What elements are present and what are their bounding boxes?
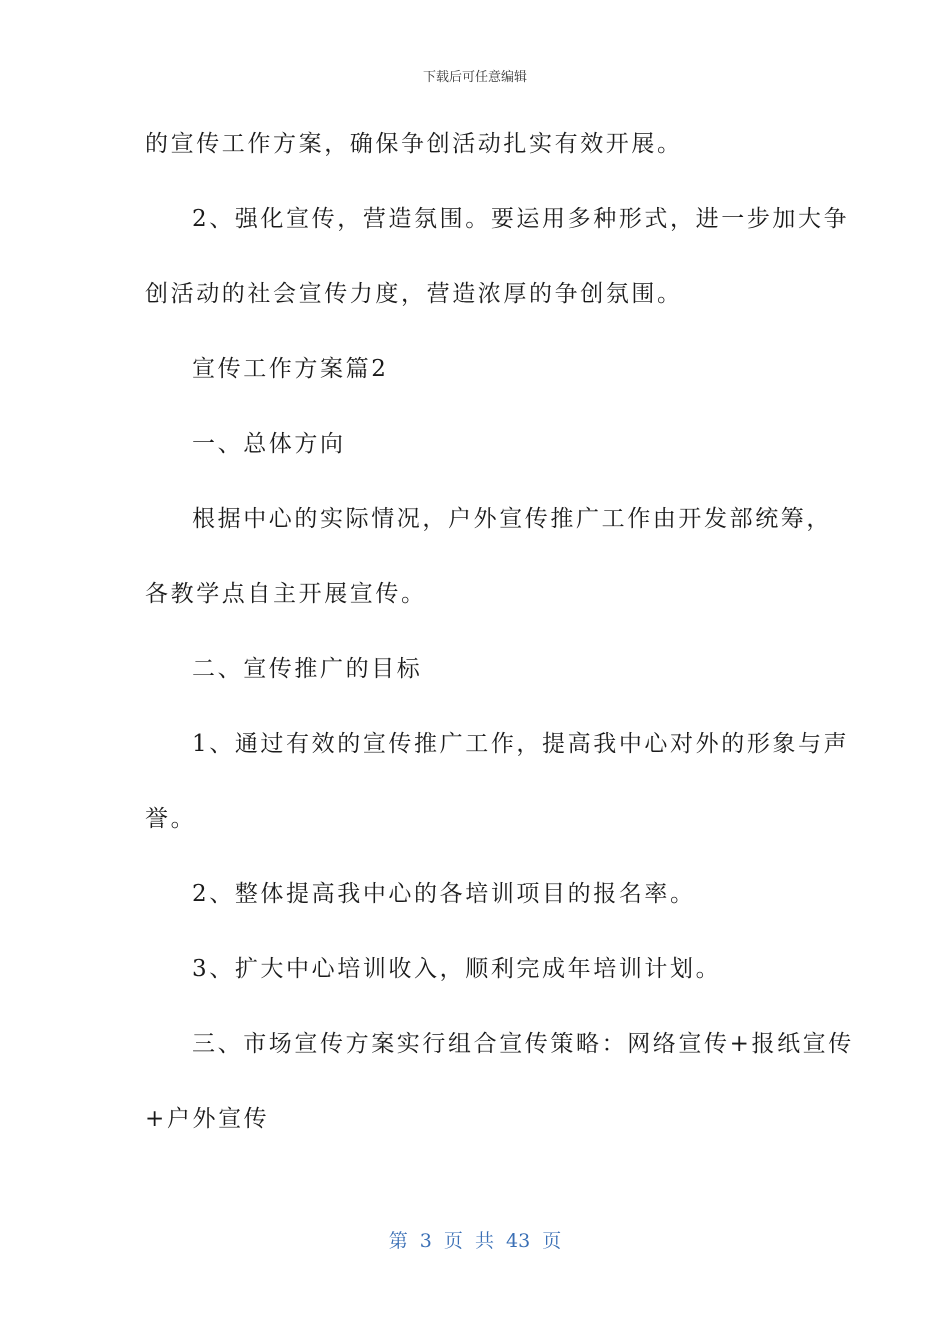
section-heading: 一、总体方向 — [192, 431, 346, 457]
text-line: 的宣传工作方案，确保争创活动扎实有效开展。 — [145, 131, 683, 157]
text-line: 2、整体提高我中心的各培训项目的报名率。 — [192, 881, 696, 907]
text-line: 创活动的社会宣传力度，营造浓厚的争创氛围。 — [145, 281, 683, 307]
text-line: 各教学点自主开展宣传。 — [145, 581, 427, 607]
text-line: 1、通过有效的宣传推广工作，提高我中心对外的形象与声 — [192, 731, 850, 757]
page-counter: 第 3 页 共 43 页 — [388, 1230, 562, 1252]
section-heading: 三、市场宣传方案实行组合宣传策略：网络宣传+报纸宣传 — [192, 1031, 854, 1057]
section-heading: 二、宣传推广的目标 — [192, 656, 423, 682]
header-note: 下载后可任意编辑 — [422, 70, 527, 85]
text-line: 2、强化宣传，营造氛围。要运用多种形式，进一步加大争 — [192, 206, 850, 232]
text-line: +户外宣传 — [145, 1106, 270, 1132]
section-title: 宣传工作方案篇2 — [192, 356, 389, 382]
text-line: 3、扩大中心培训收入，顺利完成年培训计划。 — [192, 956, 722, 982]
text-line: 根据中心的实际情况，户外宣传推广工作由开发部统筹， — [192, 506, 832, 532]
text-line: 誉。 — [145, 806, 197, 832]
